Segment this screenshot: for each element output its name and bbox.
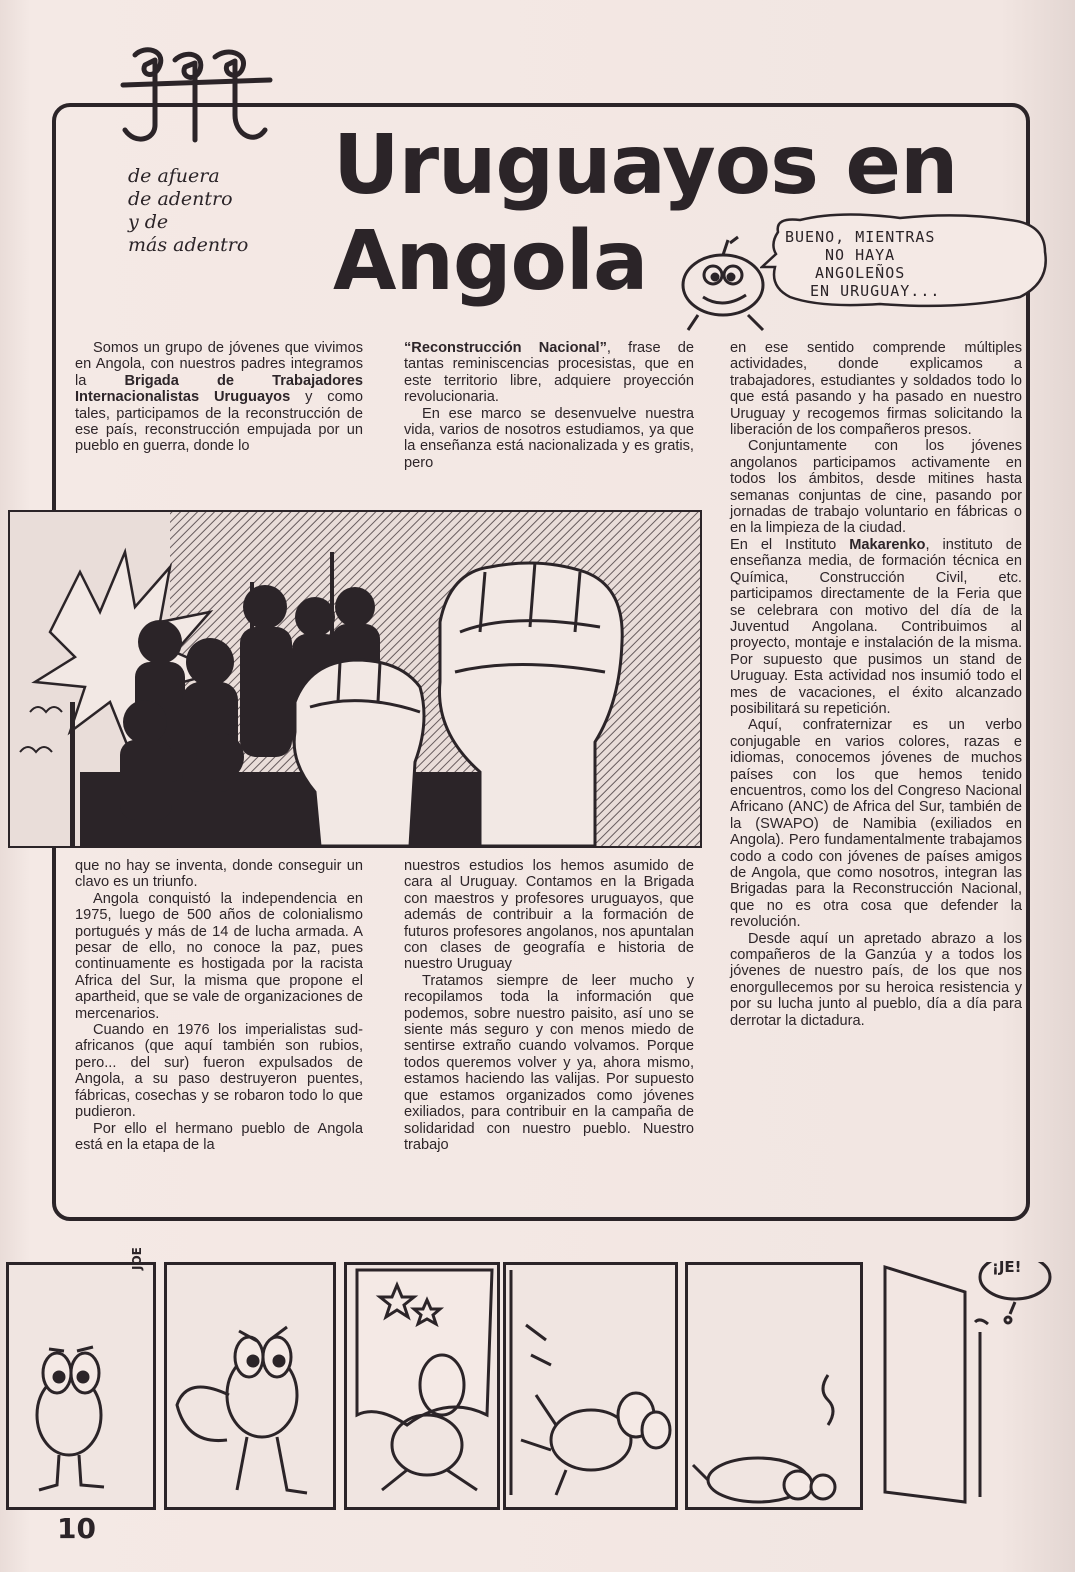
article-column-3 xyxy=(730,340,1022,1029)
text-span: Somos un grupo de jóvenes que vivimos en Angola, con nuestros padres integramos la xyxy=(75,340,363,389)
text-span: y como tales, participamos de la reconstrucción de ese país, reconstrucción empujada por un pueblo en guerra, donde lo xyxy=(75,389,363,455)
tagline-line-2: de adentro xyxy=(128,188,233,210)
text-span: , instituto de enseñanza media, de formación técnica en Química, Construcción Civil, etc. participamos directamente de la Feria que se celebrara con motivo del día de la Juventud Angolana. Contribuimos al proyecto, montaje e instalación de la misma. Por supuesto que pusimos un stand de Uruguay. Esta actividad nos insumió todo el mes de vacaciones, el éxito alcanzado posibilitará su repetición. xyxy=(730,536,1022,717)
paragraph: En ese marco se desenvuelve nuestra vida, varios de nosotros estudiamos, ya que la enseñanza está nacionalizada y es gratis, pero xyxy=(404,405,694,471)
paragraph xyxy=(730,537,1022,717)
article-column-2-top xyxy=(404,340,694,471)
page-number: 10 xyxy=(57,1512,96,1545)
comic-panel-1 xyxy=(6,1262,156,1510)
comic-character-standing-icon xyxy=(9,1265,153,1507)
bubble-line-4: EN URUGUAY... xyxy=(810,282,941,300)
text-span: En el Instituto xyxy=(730,536,850,553)
comic-panel-6-door-icon xyxy=(870,1262,1070,1510)
quoted-phrase: “Reconstrucción Nacional” xyxy=(404,340,607,356)
comic-character-hit-icon xyxy=(347,1265,497,1507)
paragraph: Tratamos siempre de leer mucho y recopilamos toda la información que podemos, sobre nuestro paisito, así uno se siente más seguro y con menos miedo de sentirse extraño cuando volvamos. Porque todos queremos volver y ya, ahora mismo, estamos haciendo las valijas. Por supuesto que estamos organizados como jóvenes exiliados, para contribuir en la campaña de solidaridad con nuestro pueblo. Nuestro trabajo xyxy=(404,972,694,1153)
paragraph: Cuando en 1976 los imperialistas sud-africanos (que aquí también son rubios, pero... del sur) fueron expulsados de Angola, a su paso destruyeron puentes, fábricas, cosechas y se robaron todo lo que pudieron. xyxy=(75,1022,363,1121)
institute-name: Makarenko xyxy=(849,536,926,553)
paragraph: Angola conquistó la independencia en 1975, luego de 500 años de colonialismo portugués y más de 14 de lucha armada. A pesar de ello, no conoce la paz, pues continuamente es hostigada por la racista Africa del Sur, la misma que propone el apartheid, que se vale de organizaciones de mercenarios. xyxy=(75,890,363,1022)
tagline-line-3: y de xyxy=(128,211,169,233)
fists-crowd-drawing-icon xyxy=(10,512,700,846)
comic-panel-2 xyxy=(164,1262,336,1510)
tagline-line-4: más adentro xyxy=(128,234,249,256)
article-column-1-bottom xyxy=(75,858,363,1153)
paragraph: que no hay se inventa, donde conseguir un clavo es un triunfo. xyxy=(75,858,363,891)
comic-character-fallen-icon xyxy=(688,1265,860,1507)
paragraph: en ese sentido comprende múltiples actividades, donde explicamos a trabajadores, estudiantes y soldados todo lo que está pasando y ha pasado en nuestro Uruguay y recogemos firmas solicitando la liberación de los compañeros presos. xyxy=(730,340,1022,439)
paragraph: Por ello el hermano pueblo de Angola está en la etapa de la xyxy=(75,1120,363,1153)
headline-line-2: Angola xyxy=(333,214,648,309)
paragraph xyxy=(404,340,694,406)
headline-line-1: Uruguayos en xyxy=(333,118,958,213)
paragraph: Aquí, confraternizar es un verbo conjugable en varios colores, razas e idiomas, conocemos jóvenes de muchos países con los que hemos tenido encuentros, como los del Congreso Nacional Africano (ANC) de Africa del Sur, también de la (SWAPO) de Namibia (exiliados en Angola). Pero fundamentalmente trabajamos codo a codo con jóvenes de países amigos de Angola, que como nosotros, integran las Brigadas para la Reconstrucción Nacional, que no es otra cosa que defender la revolución. xyxy=(730,717,1022,931)
comic-panel-4 xyxy=(503,1262,678,1510)
bubble-line-1: BUENO, MIENTRAS xyxy=(785,228,936,246)
brigade-name: Brigada de Trabajadores Internacionalistas Uruguayos xyxy=(75,372,363,406)
paragraph xyxy=(75,340,363,455)
comic-panel-5 xyxy=(685,1262,863,1510)
comic-exclamation: ¡JE! xyxy=(992,1258,1022,1276)
cartoonist-signature: JOE xyxy=(130,1247,144,1270)
paragraph: Desde aquí un apretado abrazo a los compañeros de la Ganzúa y a todos los jóvenes de nuestro país, de los que nos enorgullecemos por su heroica resistencia y por su lucha junto al pueblo, día a día para derrotar la dictadura. xyxy=(730,930,1022,1029)
raised-fists-illustration xyxy=(8,510,702,848)
comic-character-falling-icon xyxy=(506,1265,675,1507)
bubble-line-2: NO HAYA xyxy=(825,246,896,264)
paragraph: Conjuntamente con los jóvenes angolanos participamos activamente en todos los ámbitos, desde mitines hasta semanas conjuntas de cine, pasando por jornadas de trabajo voluntario en fábricas o en la limpieza de la ciudad. xyxy=(730,438,1022,537)
text-span: , frase de tantas reminiscencias procesistas, que en este territorio libre, adquiere proyección revolucionaria. xyxy=(404,340,695,406)
article-column-1-top xyxy=(75,340,363,455)
comic-character-turning-icon xyxy=(167,1265,333,1507)
paragraph: nuestros estudios los hemos asumido de cara al Uruguay. Contamos en la Brigada con maestros y profesores uruguayos, que además de contribuir a la formación de futuros profesores angolanos, nos apuntalan con clases de geografía e historia de nuestro Uruguay xyxy=(404,858,694,973)
bubble-line-3: ANGOLEÑOS xyxy=(815,264,906,282)
tagline-line-1: de afuera xyxy=(128,165,220,187)
speech-bubble-text xyxy=(785,228,1025,300)
article-column-2-bottom xyxy=(404,858,694,1153)
comic-panel-3 xyxy=(344,1262,500,1510)
